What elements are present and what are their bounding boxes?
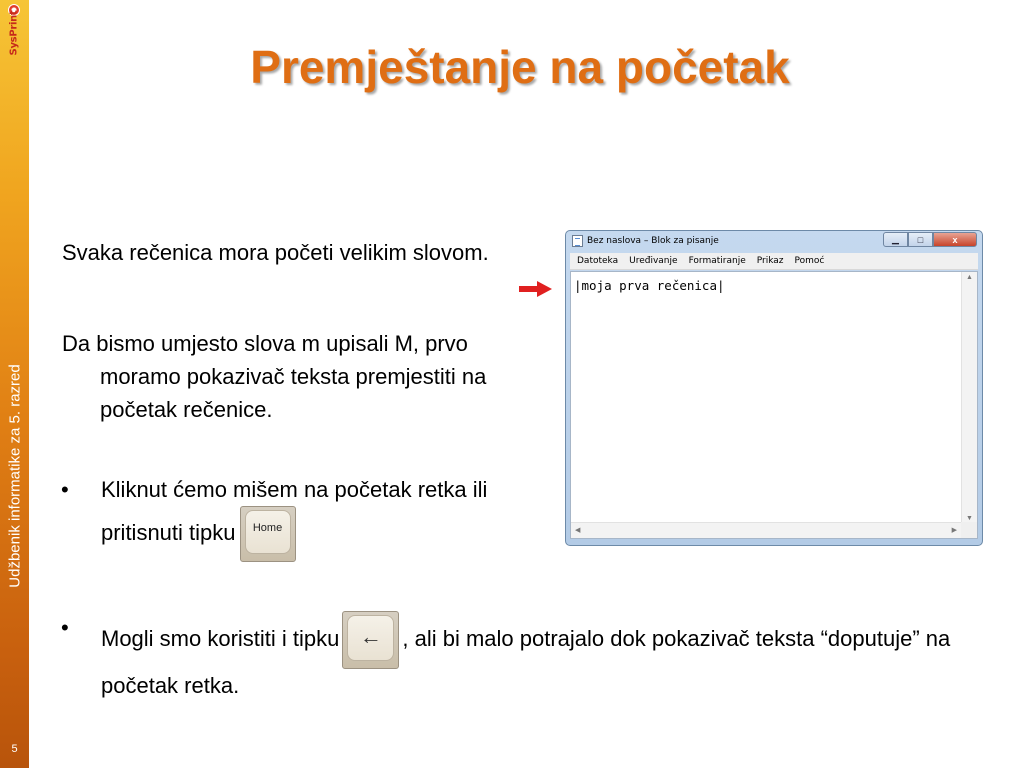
bullet-marker: • (61, 477, 69, 502)
home-key-label: Home (252, 521, 283, 534)
scroll-right-icon[interactable]: ▶ (951, 527, 957, 534)
bullet-arrow-text-before: Mogli smo koristiti i tipku (101, 625, 340, 651)
sysprint-logo (3, 2, 25, 64)
home-key-icon (240, 506, 296, 562)
horizontal-scrollbar[interactable] (571, 522, 961, 538)
paragraph-capital-letter: Svaka rečenica mora početi velikim slovom. (62, 240, 489, 265)
notepad-icon (572, 235, 583, 247)
minimize-button[interactable]: ▁ (883, 232, 908, 247)
menu-file[interactable]: Datoteka (577, 256, 619, 266)
menu-bar (570, 253, 978, 270)
bullet-marker: • (61, 615, 69, 640)
window-controls (883, 232, 977, 248)
bullet-home-text: Kliknut ćemo mišem na početak retka ili pritisnuti tipku (101, 477, 488, 545)
bullet-arrow-text-after: , ali bi malo potrajalo dok pokazivač teksta “doputuje” na početak retka. (101, 625, 951, 698)
vertical-scrollbar[interactable] (961, 272, 977, 524)
scroll-up-icon[interactable]: ▲ (966, 274, 973, 281)
menu-edit[interactable]: Uređivanje (629, 256, 678, 266)
scroll-left-icon[interactable]: ◀ (575, 527, 581, 534)
left-arrow-key-icon (342, 611, 399, 669)
paragraph-move-cursor: Da bismo umjesto slova m upisali M, prvo moramo pokazivač teksta premjestiti na početak rečenice. (62, 331, 487, 422)
scrollbar-corner (961, 522, 977, 538)
close-button[interactable]: x (933, 232, 977, 247)
window-title: Bez naslova – Blok za pisanje (587, 236, 719, 246)
notepad-window (565, 230, 983, 546)
editor-content[interactable]: |moja prva rečenica| (574, 278, 725, 293)
text-editor-area[interactable] (570, 271, 978, 539)
maximize-button[interactable]: □ (908, 232, 933, 247)
menu-view[interactable]: Prikaz (756, 256, 784, 266)
book-title-vertical: Udžbenik informatike za 5. razred (6, 364, 24, 588)
menu-help[interactable]: Pomoć (794, 256, 825, 266)
page-number: 5 (11, 743, 18, 755)
sidebar (0, 0, 29, 768)
slide-title: Premještanje na početak (250, 41, 790, 93)
menu-format[interactable]: Formatiranje (688, 256, 746, 266)
left-arrow-key-label: ← (359, 623, 382, 649)
red-arrow-icon (519, 281, 552, 297)
logo-text: SysPrint (8, 10, 20, 56)
scroll-down-icon[interactable]: ▼ (966, 515, 973, 522)
